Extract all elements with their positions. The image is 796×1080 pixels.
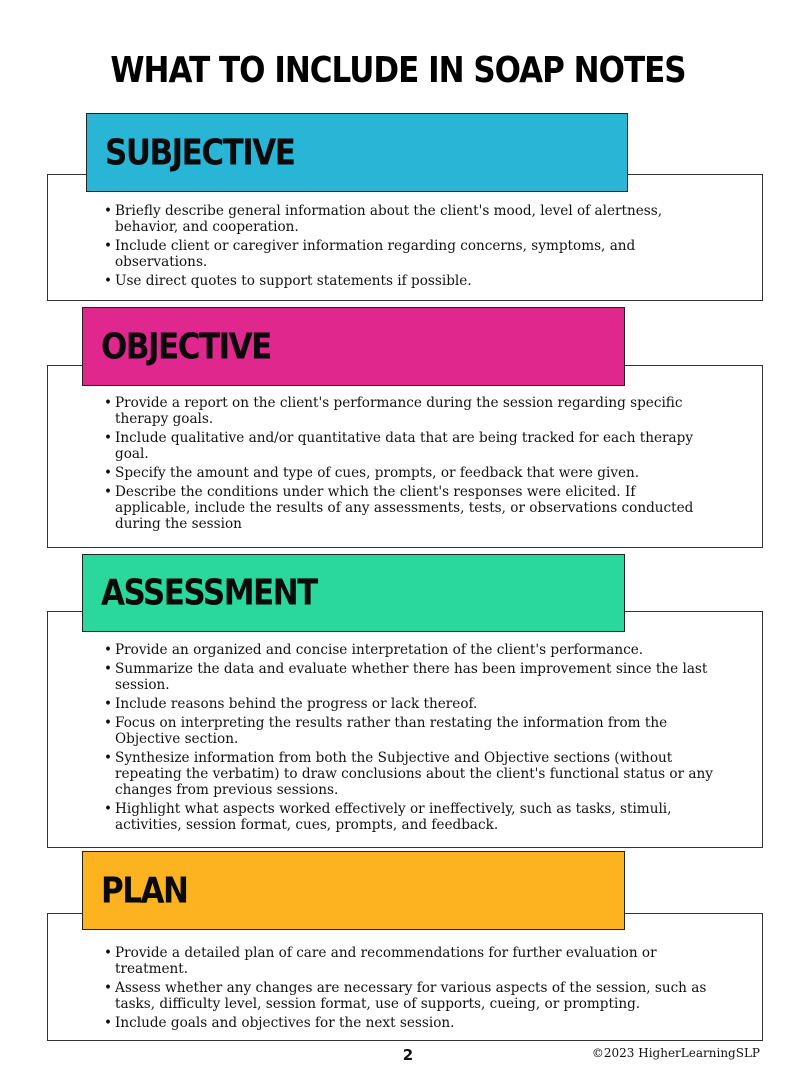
list-item: • Include qualitative and/or quantitative data that are being tracked for each therapy goal. xyxy=(104,430,714,462)
list-item: • Include goals and objectives for the next session. xyxy=(104,1015,714,1031)
page-title: WHAT TO INCLUDE IN SOAP NOTES xyxy=(110,50,686,92)
plan-header xyxy=(82,851,625,930)
objective-box xyxy=(47,365,763,548)
assessment-list xyxy=(104,642,714,836)
list-item: • Describe the conditions under which the client's responses were elicited. If applicable, include the results of any assessments, tests, or observations conducted during the session xyxy=(104,484,714,532)
objective-list xyxy=(104,395,714,535)
assessment-header xyxy=(82,554,625,632)
objective-heading: OBJECTIVE xyxy=(101,325,271,368)
list-item: • Synthesize information from both the Subjective and Objective sections (without repeating the verbatim) to draw conclusions about the client's functional status or any changes from previous sessions. xyxy=(104,750,714,798)
list-item: • Provide a report on the client's performance during the session regarding specific therapy goals. xyxy=(104,395,714,427)
list-item: • Highlight what aspects worked effectively or ineffectively, such as tasks, stimuli, activities, session format, cues, prompts, and feedback. xyxy=(104,801,714,833)
copyright-notice: ©2023 HigherLearningSLP xyxy=(591,1046,760,1060)
list-item: • Focus on interpreting the results rather than restating the information from the Objective section. xyxy=(104,715,714,747)
page-number: 2 xyxy=(402,1046,414,1064)
list-item: • Use direct quotes to support statements if possible. xyxy=(104,273,714,289)
list-item: • Summarize the data and evaluate whether there has been improvement since the last session. xyxy=(104,661,714,693)
list-item: • Specify the amount and type of cues, prompts, or feedback that were given. xyxy=(104,465,714,481)
subjective-heading: SUBJECTIVE xyxy=(105,131,295,174)
plan-box xyxy=(47,913,763,1041)
list-item: • Provide a detailed plan of care and recommendations for further evaluation or treatment. xyxy=(104,945,714,977)
subjective-header xyxy=(86,113,628,192)
plan-list xyxy=(104,945,714,1034)
objective-header xyxy=(82,307,625,386)
assessment-box xyxy=(47,611,763,848)
list-item: • Include client or caregiver information regarding concerns, symptoms, and observations. xyxy=(104,238,714,270)
list-item: • Provide an organized and concise interpretation of the client's performance. xyxy=(104,642,714,658)
subjective-list xyxy=(104,203,714,292)
plan-heading: PLAN xyxy=(101,869,188,912)
list-item: • Assess whether any changes are necessary for various aspects of the session, such as tasks, difficulty level, session format, use of supports, cueing, or prompting. xyxy=(104,980,714,1012)
assessment-heading: ASSESSMENT xyxy=(101,572,317,614)
list-item: • Include reasons behind the progress or lack thereof. xyxy=(104,696,714,712)
subjective-box xyxy=(47,174,763,301)
list-item: • Briefly describe general information about the client's mood, level of alertness, behavior, and cooperation. xyxy=(104,203,714,235)
